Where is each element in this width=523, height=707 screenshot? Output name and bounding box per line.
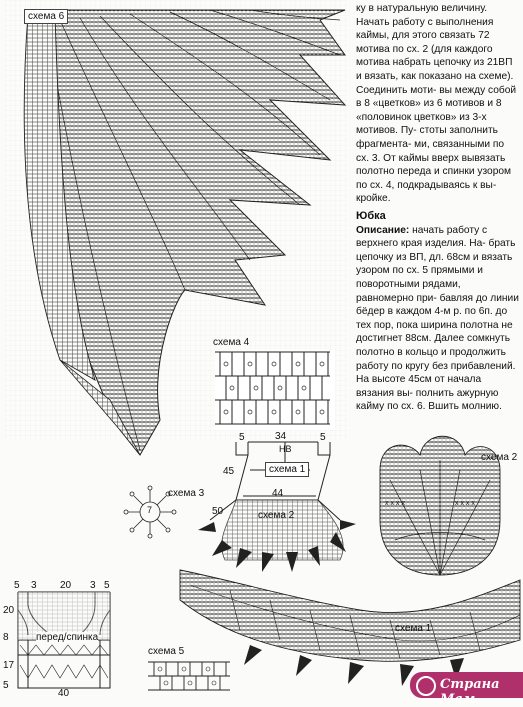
scheme6-label: схема 6 [24,9,68,24]
skirt-hip-width: 44 [272,488,284,499]
motif-center-number: 7 [147,505,153,515]
bodice-armhole-right: 5 [104,580,110,591]
scheme3-label: схема 3 [168,488,205,499]
bodice-armhole-left: 3 [31,580,37,591]
scheme1-top-label: схема 1 [265,462,309,477]
bodice-strap-right: 3 [90,580,96,591]
intro-paragraph: ку в натуральную величину. Начать работу с выполнения каймы, для этого связать 72 мотива по сх. 2 (для каждого мотива набрать цепочку из 21ВП и вязать, как показано на схеме). Соединить моти- вы между собой в 8 «цветков» из 6 мотивов и 8 «половинок цветков» из 3-х мотивов. Пу- стоты заполнить фрагмента- ми, связанными по сх. 3. От каймы вверх вывязать полотно переда и спинки узором по сх. 4, подкрадываясь к вы- кройке. [356,3,517,205]
bodice-neck: 20 [60,580,72,591]
scheme4-label: схема 4 [213,337,250,348]
bodice-h-foot: 5 [3,680,9,691]
skirt-side-right: 5 [320,432,326,443]
scheme5-label: схема 5 [148,646,185,657]
bodice-h-mid: 8 [3,632,9,643]
watermark-text: Страна Мам [440,677,500,707]
scheme2-skirt-label: схема 2 [258,510,295,521]
description-label: Описание: [356,224,410,236]
skirt-description: начать работу с верхнего края изделия. На- брать цепочку из ВП, дл. 68см и вязать узором по сх. 5 прямыми и поворотными рядами, равномерно при- бавляя до линии бёдер в каждом 4-м р. по 6п. до тех пор, пока ширина полотна не достигнет 88см. Далее сомкнуть полотно в кольцо и продолжить работу по кругу без прибавлений. На высоте 45см от начала вязания вы- полнить ажурную кайму по сх. 6. Вшить молнию. [356,224,519,413]
bodice-h-bottom: 17 [3,660,15,671]
scheme1-bottom-label: схема 1 [395,623,432,634]
bodice-h-top: 20 [3,605,15,616]
svg-text:x x x x: x x x x [385,500,405,507]
skirt-height: 45 [223,466,235,477]
bodice-width: 40 [58,688,70,699]
skirt-top-width: 34 [275,431,287,442]
skirt-side-left: 5 [239,432,245,443]
site-watermark [410,672,523,707]
scheme2-right-label: схема 2 [481,452,518,463]
watermark-logo-icon [416,676,436,696]
hb-mark: НВ [279,444,292,454]
bodice-strap-left: 5 [14,580,20,591]
front-back-label: перед/спинка [36,632,99,643]
svg-text:x x x x: x x x x [455,500,475,507]
skirt-border-height: 50 [212,506,224,517]
skirt-heading: Юбка [356,210,386,222]
